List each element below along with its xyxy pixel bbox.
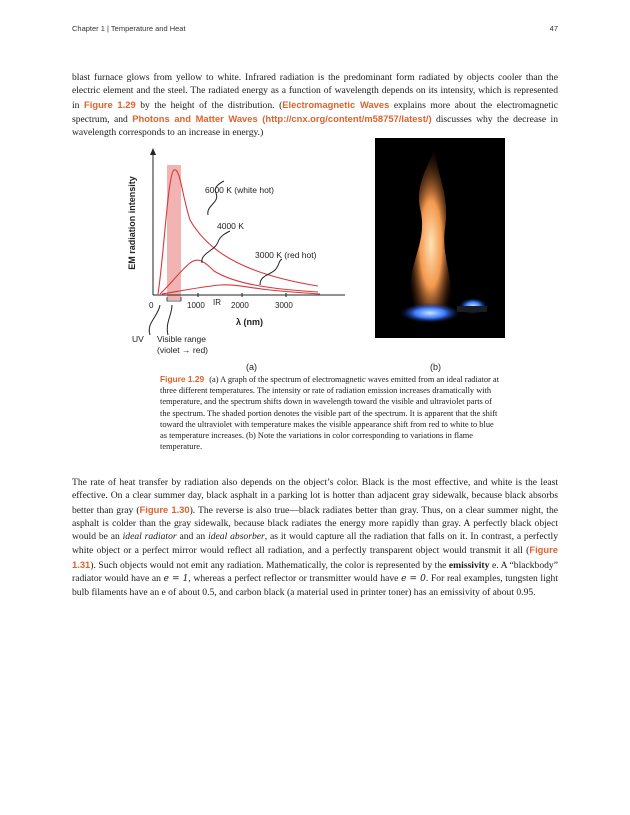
- ideal-radiator-term: ideal radiator: [122, 531, 177, 543]
- text-run: by the height of the distribution. (: [135, 99, 283, 111]
- tick-label-2000: 2000: [231, 301, 249, 310]
- text-run: explains more about the electromagnetic spectrum, and: [72, 99, 558, 125]
- callout-4000k: [202, 231, 230, 263]
- emissivity-term: emissivity: [448, 559, 490, 571]
- text-run: ). The reverse is also true—black radiates better than gray. Thus, on a clear summer night, the asphalt is colder than the gray sidewalk, because black radiates the energy more rapidly than gray. A perfectly black object would be an: [72, 504, 559, 543]
- label-4000k: 4000 K: [217, 221, 244, 231]
- ideal-absorber-term: ideal absorber: [208, 531, 265, 543]
- callout-visible: [167, 305, 172, 335]
- figure-1-30-link[interactable]: Figure 1.30: [139, 503, 190, 515]
- paragraph-intro: [72, 71, 558, 139]
- y-axis-arrow: [150, 148, 156, 155]
- tick-label-1000: 1000: [187, 301, 205, 310]
- photons-link[interactable]: Photons and Matter Waves (http://cnx.org/content/m58757/latest/): [132, 112, 432, 124]
- equation-e-0: e = 0: [401, 574, 426, 585]
- label-3000k: 3000 K (red hot): [255, 250, 317, 260]
- curve-3000k: [162, 285, 320, 294]
- curve-4000k: [160, 260, 318, 294]
- tick-label-3000: 3000: [275, 301, 293, 310]
- text-run: ). Such objects would not emit any radiation. Mathematically, the color is represented by the: [90, 559, 449, 571]
- tick-label-0: 0: [149, 301, 154, 310]
- text-run: blast furnace glows from yellow to white. Infrared radiation is the predominant form radiated by objects cooler than the electric element and the steel. The radiated energy as a function of wavelength depends on its intensity, which is represented in: [72, 72, 558, 111]
- text-run: , whereas a perfect reflector or transmitter would have: [188, 573, 402, 585]
- em-waves-link[interactable]: Electromagnetic Waves: [282, 98, 390, 110]
- figure-1-31-link[interactable]: Figure 1.31: [72, 544, 558, 570]
- uv-label: UV: [132, 334, 144, 344]
- text-run: and an: [176, 531, 209, 543]
- text-run: e. A “blackbody” radiator would have an: [72, 559, 558, 585]
- text-run: . For real examples, tungsten light bulb filaments have an e of about 0.5, and carbon black (a material used in printer toner) has an emissivity of about 0.95.: [72, 573, 558, 599]
- figure-a-graph: [110, 145, 345, 360]
- flame-photo: [375, 138, 505, 338]
- page-header: [72, 24, 558, 38]
- orange-flame: [411, 148, 451, 308]
- panel-label-a: (a): [246, 362, 257, 372]
- text-run: , as it would capture all the radiation that falls on it. In contrast, a perfectly white object or a perfect mirror would reflect all radiation, and a perfectly transparent object would transmit it all (: [72, 531, 559, 557]
- x-axis-label: λ (nm): [236, 317, 263, 327]
- blackbody-graph: [110, 145, 345, 360]
- caption-figure-number: Figure 1.29: [160, 374, 205, 384]
- equation-e-1: e = 1: [163, 574, 189, 585]
- visible-range-sublabel: (violet → red): [157, 345, 209, 355]
- label-6000k: 6000 K (white hot): [205, 185, 274, 195]
- text-run: The rate of heat transfer by radiation also depends on the object’s color. Black is the most effective, and white is the least effective. On a clear summer day, black asphalt in a parking lot is hotter than adjacent gray sidewalk, because black absorbs better than gray (: [72, 477, 558, 516]
- text-run: discusses why the decrease in wavelength corresponds to an increase in energy.): [72, 113, 558, 139]
- figure-1-29-link[interactable]: Figure 1.29: [84, 98, 136, 110]
- paragraph-emissivity: [72, 476, 558, 600]
- caption-text: (a) A graph of the spectrum of electromagnetic waves emitted from an ideal radiator at three different temperatures. The intensity or rate of radiation emission increases dramatically with temperature, and the spectrum shifts down in wavelength toward the visible and ultraviolet parts of the spectrum. The shaded portion denotes the visible part of the spectrum. It is apparent that the shift toward the ultraviolet with temperature makes the visible appearance shift from red to white to blue as temperature increases. (b) Note the variations in color corresponding to variations in flame temperature.: [160, 375, 499, 452]
- page-number: 47: [549, 24, 558, 33]
- panel-label-b: (b): [430, 362, 441, 372]
- ir-label: IR: [213, 298, 221, 307]
- chapter-title: Chapter 1 | Temperature and Heat: [72, 24, 186, 33]
- burner: [457, 306, 487, 312]
- visible-range-label: Visible range: [157, 334, 206, 344]
- callout-3000k: [260, 259, 282, 285]
- blue-flame-base: [400, 303, 460, 323]
- figure-caption: [160, 374, 500, 452]
- flame-illustration: [375, 138, 505, 338]
- y-axis-label: EM radiation intensity: [127, 176, 137, 270]
